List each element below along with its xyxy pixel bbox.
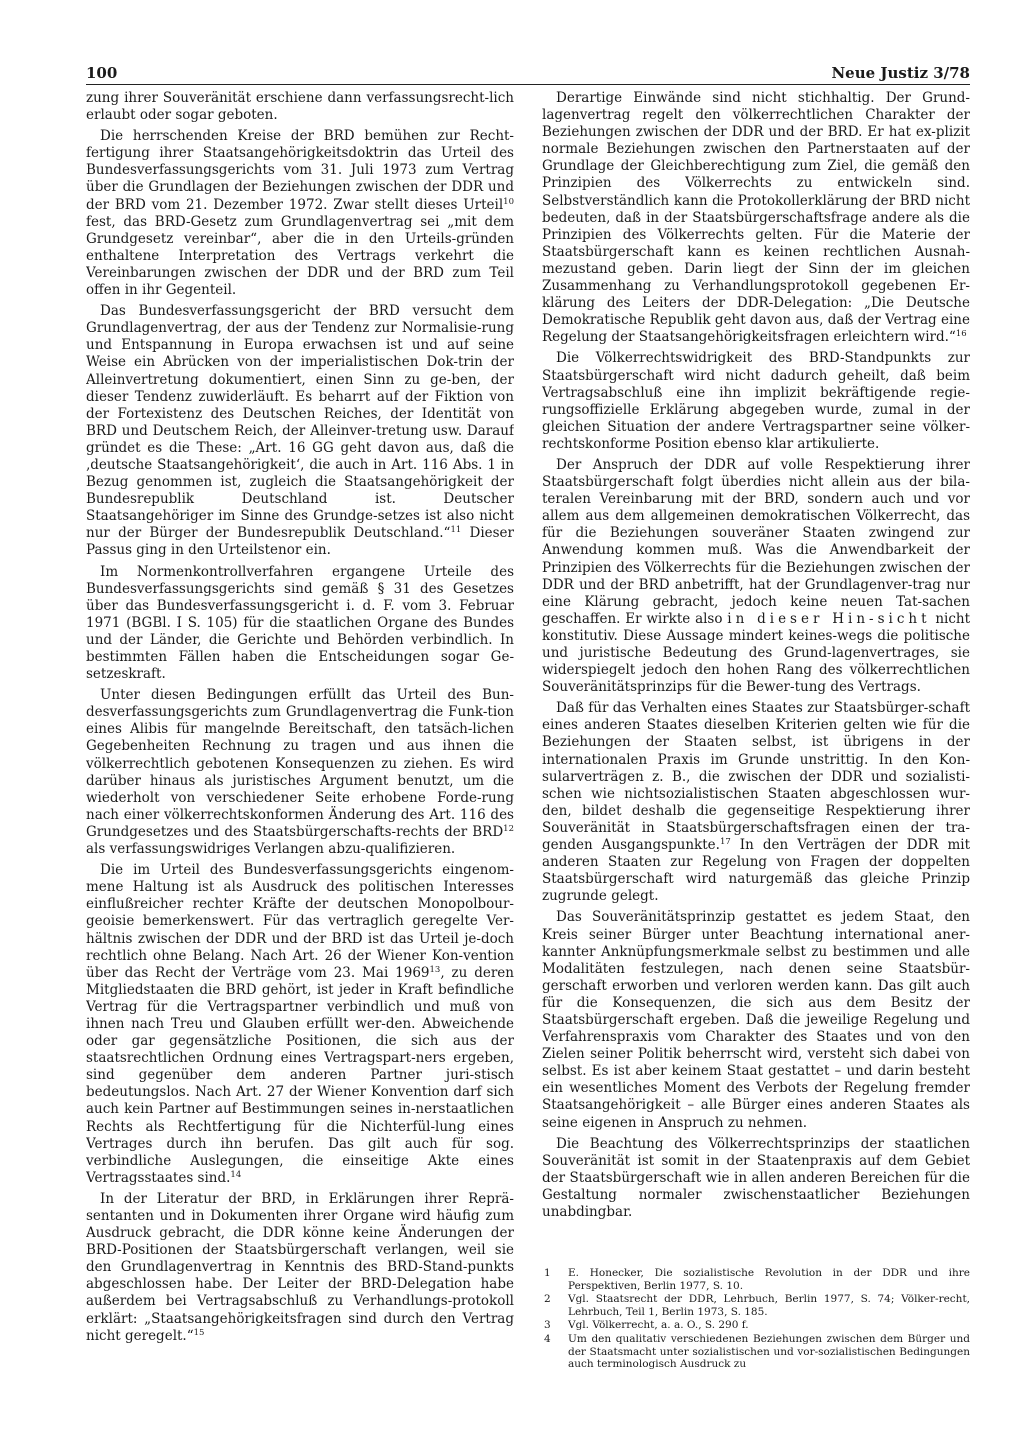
header-rule	[86, 84, 970, 85]
footnote: 1 E. Honecker, Die sozialistische Revolution in der DDR und ihre Perspektiven, Berlin 1977, S. 10.	[544, 1267, 970, 1292]
paragraph: Derartige Einwände sind nicht stichhaltig. Der Grund-lagenvertrag regelt den völkerrechtlichen Charakter der Beziehungen zwischen der DDR und der BRD. Er hat ex-plizit normale Beziehungen zwischen den Partnerstaaten auf der Grundlage der Gleichberechtigung zum Ziel, die gemäß den Prinzipien des Völkerrechts zu entwickeln sind. Selbstverständlich kann die Protokollerklärung der BRD nicht bedeuten, daß in der Staatsbürgerschaftsfrage andere als die Prinzipien des Völkerrechts gelten. Für die Materie der Staatsbürgerschaft kann es keinen rechtlichen Ausnah-mezustand geben. Darin liegt der Sinn der im gleichen Zusammenhang zu Verhandlungsprotokoll gegebenen Er-klärung des Leiters der DDR-Delegation: „Die Deutsche Demokratische Republik geht davon aus, daß der Vertrag eine Regelung der Staatsangehörigkeitsfragen erleichtern wird.“$^{16}$	[542, 90, 970, 346]
paragraph: Das Souveränitätsprinzip gestattet es jedem Staat, den Kreis seiner Bürger unter Beachtung international aner-kannter Anknüpfungsmerkmale selbst zu bestimmen und alle Modalitäten festzulegen, nach denen seine Staatsbür-gerschaft erworben und verloren werden kann. Das gilt auch für die Konsequenzen, die sich aus dem Besitz der Staatsbürgerschaft ergeben. Daß die jeweilige Regelung und Verfahrenspraxis vom Charakter des Staates und von den Zielen seiner Politik beherrscht wird, versteht sich dabei von selbst. Es ist aber keinem Staat gestattet – und darin besteht ein wesentliches Moment des Verbots der Regelung fremder Staatsangehörigkeit – alle Bürger eines anderen Staates als seine eigenen in Anspruch zu nehmen.	[542, 909, 970, 1131]
footnote: 2 Vgl. Staatsrecht der DDR, Lehrbuch, Berlin 1977, S. 74; Völker-recht, Lehrbuch, Teil 1, Berlin 1973, S. 185.	[544, 1293, 970, 1318]
footnote-ref: 11	[450, 525, 462, 536]
paragraph: In der Literatur der BRD, in Erklärungen ihrer Reprä-sentanten und in Dokumenten ihrer Organe wird häufig zum Ausdruck gebracht, die DDR könne keine Änderungen der BRD-Positionen der Staatsbürgerschaft verlangen, weil sie den Grundlagenvertrag in Kenntnis des BRD-Stand-punkts abgeschlossen habe. Der Leiter der BRD-Delegation habe außerdem bei Vertragsabschluß zu Verhandlungs-protokoll erklärt: „Staatsangehörigkeitsfragen sind durch den Vertrag nicht geregelt.“$^{15}$	[86, 1190, 514, 1344]
footnote-ref: 17	[719, 837, 731, 848]
paragraph: Der Anspruch der DDR auf volle Respektierung ihrer Staatsbürgerschaft folgt überdies nicht allein aus der bila-teralen Vereinbarung mit der BRD, sondern auch und vor allem aus dem allgemeinen demokratischen Völkerrecht, das für die Beziehungen souveräner Staaten zwingend zur Anwendung kommen muß. Was die Anwendbarkeit der Prinzipien des Völkerrechts für die Beziehungen zwischen der DDR und der BRD anbetrifft, hat der Grundlagenver-trag nur eine Klärung gebracht, jedoch keine neuen Tat-sachen geschaffen. Er wirkte also in dieser Hin-sicht nicht konstitutiv. Diese Aussage mindert keines-wegs die politische und juristische Bedeutung des Grund-lagenvertrages, sie widerspiegelt jedoch den hohen Rang des völkerrechtlichen Souveränitätsprinzips für die Bewer-tung des Vertrags.	[542, 456, 970, 696]
paragraph: zung ihrer Souveränität erschiene dann verfassungsrecht-lich erlaubt oder sogar geboten.	[86, 90, 514, 124]
paragraph: Die im Urteil des Bundesverfassungsgerichts eingenom-mene Haltung ist als Ausdruck des politischen Interesses einflußreicher rechter Kräfte der deutschen Monopolbour-geoisie bemerkenswert. Für das vertraglich geregelte Ver-hältnis zwischen der DDR und der BRD ist das Urteil je-doch rechtlich ohne Belang. Nach Art. 26 der Wiener Kon-vention über das Recht der Verträge vom 23. Mai 1969$^{13}$, zu deren Mitgliedstaaten die BRD gehört, ist jeder in Kraft befindliche Vertrag für die Vertragspartner verbindlich und muß von ihnen nach Treu und Glauben erfüllt wer-den. Abweichende oder gar gegensätzliche Positionen, die sich aus der staatsrechtlichen Ordnung eines Vertragspart-ners ergeben, sind gegenüber dem anderen Partner juri-stisch bedeutungslos. Nach Art. 27 der Wiener Konvention darf sich auch kein Partner auf Bestimmungen seines in-nerstaatlichen Rechts als Rechtfertigung für die Nichterfül-lung eines Vertrages durch ihn berufen. Das gilt auch für sog. verbindliche Auslegungen, die einseitige Akte eines Vertragsstaates sind.$^{14}$	[86, 862, 514, 1186]
paragraph: Unter diesen Bedingungen erfüllt das Urteil des Bun-desverfassungsgerichts zum Grundlagenvertrag die Funk-tion eines Alibis für mangelnde Bereitschaft, den tatsäch-lichen Gegebenheiten Rechnung zu tragen und aus ihnen die völkerrechtlich gebotenen Konsequenzen zu ziehen. Es wird darüber hinaus als juristisches Argument benutzt, um die wiederholt von verschiedener Seite erhobene Forde-rung nach einer völkerrechtskonformen Änderung des Art. 116 des Grundgesetzes und des Staatsbürgerschafts-rechts der BRD$^{12}$ als verfassungswidriges Verlangen abzu-qualifizieren.	[86, 687, 514, 858]
left-column	[86, 90, 514, 1380]
paragraph: Das Bundesverfassungsgericht der BRD versucht dem Grundlagenvertrag, der aus der Tendenz zur Normalisie-rung und Entspannung in Europa erwachsen ist und auf seine Weise ein Abrücken von der imperialistischen Dok-trin der Alleinvertretung dokumentiert, einen Sinn zu ge-ben, der dieser Tendenz zuwiderläuft. Es beharrt auf der Fiktion von der Fortexistenz des Deutschen Reiches, der Identität von BRD und Deutschem Reich, der Alleinver-tretung usw. Darauf gründet es die These: „Art. 16 GG geht davon aus, daß die ‚deutsche Staatsangehörigkeit‘, die auch in Art. 116 Abs. 1 in Bezug genommen ist, zugleich die Staatsangehörigkeit der Bundesrepublik Deutschland ist. Deutscher Staatsangehöriger im Sinne des Grundge-setzes ist also nicht nur der Bürger der Bundesrepublik Deutschland.“$^{11}$ Dieser Passus ging in den Urteilstenor ein.	[86, 303, 514, 559]
footnote-ref: 16	[955, 329, 967, 340]
paragraph: Die herrschenden Kreise der BRD bemühen zur Recht-fertigung ihrer Staatsangehörigkeitsdoktrin das Urteil des Bundesverfassungsgerichts vom 31. Juli 1973 zum Vertrag über die Grundlagen der Beziehungen zwischen der DDR und der BRD vom 21. Dezember 1972. Zwar stellt dieses Urteil$^{10}$ fest, das BRD-Gesetz zum Grundlagenvertrag sei „mit dem Grundgesetz vereinbar“, aber die in den Urteils-gründen enthaltene Interpretation des Vertrags verkehrt die Vereinbarungen zwischen der DDR und der BRD zum Teil offen in ihr Gegenteil.	[86, 128, 514, 299]
footnote-ref: 13	[429, 964, 441, 975]
spaced-emphasis: in dieser Hin-sicht	[727, 610, 931, 627]
page-header	[86, 64, 970, 86]
paragraph: Im Normenkontrollverfahren ergangene Urteile des Bundesverfassungsgerichts sind gemäß § 31 des Gesetzes über das Bundesverfassungsgericht i. d. F. vom 3. Februar 1971 (BGBl. I S. 105) für die staatlichen Organe des Bundes und der Länder, die Gerichte und Behörden verbindlich. In bestimmten Fällen haben die Entscheidungen sogar Ge-setzeskraft.	[86, 563, 514, 683]
paragraph: Daß für das Verhalten eines Staates zur Staatsbürger-schaft eines anderen Staates dieselben Kriterien gelten wie für die Beziehungen der Staaten selbst, ist übrigens in der internationalen Praxis im Grunde unstrittig. In den Kon-sularverträgen z. B., die zwischen der DDR und sozialisti-schen wie nichtsozialistischen Staaten abgeschlossen wur-den, bildet deshalb die gegenseitige Respektierung ihrer Souveränität in Staatsbürgerschaftsfragen einen der tra-genden Ausgangspunkte.$^{17}$ In den Verträgen der DDR mit anderen Staaten zur Regelung von Fragen der doppelten Staatsbürgerschaft wird naturgemäß das gleiche Prinzip zugrunde gelegt.	[542, 700, 970, 905]
paragraph: Die Völkerrechtswidrigkeit des BRD-Standpunkts zur Staatsbürgerschaft wird nicht dadurch geheilt, daß beim Vertragsabschluß eine ihn implizit bekräftigende regie-rungsoffizielle Erklärung abgegeben wurde, zumal in der gleichen Situation der andere Vertragspartner seine völker-rechtskonforme Position ebenso klar artikulierte.	[542, 350, 970, 452]
footnotes	[542, 1267, 970, 1385]
journal-title: Neue Justiz 3/78	[831, 64, 970, 82]
footnote-ref: 10	[503, 196, 514, 207]
footnote: 3 Vgl. Völkerrecht, a. a. O., S. 290 f.	[544, 1319, 749, 1332]
paragraph: Die Beachtung des Völkerrechtsprinzips der staatlichen Souveränität ist somit in der Staatenpraxis auf dem Gebiet der Staatsbürgerschaft wie in allen anderen Bereichen für die Gestaltung normaler zwischenstaatlicher Beziehungen unabdingbar.	[542, 1135, 970, 1220]
page-number: 100	[86, 64, 118, 82]
footnote-ref: 12	[503, 823, 514, 834]
right-column	[542, 90, 970, 1255]
footnote: 4 Um den qualitativ verschiedenen Beziehungen zwischen dem Bürger und der Staatsmacht unter sozialistischen und vor-sozialistischen Bedingungen auch terminologisch Ausdruck zu	[544, 1332, 970, 1371]
footnote-ref: 14	[230, 1169, 242, 1180]
footnote-ref: 15	[193, 1327, 205, 1338]
